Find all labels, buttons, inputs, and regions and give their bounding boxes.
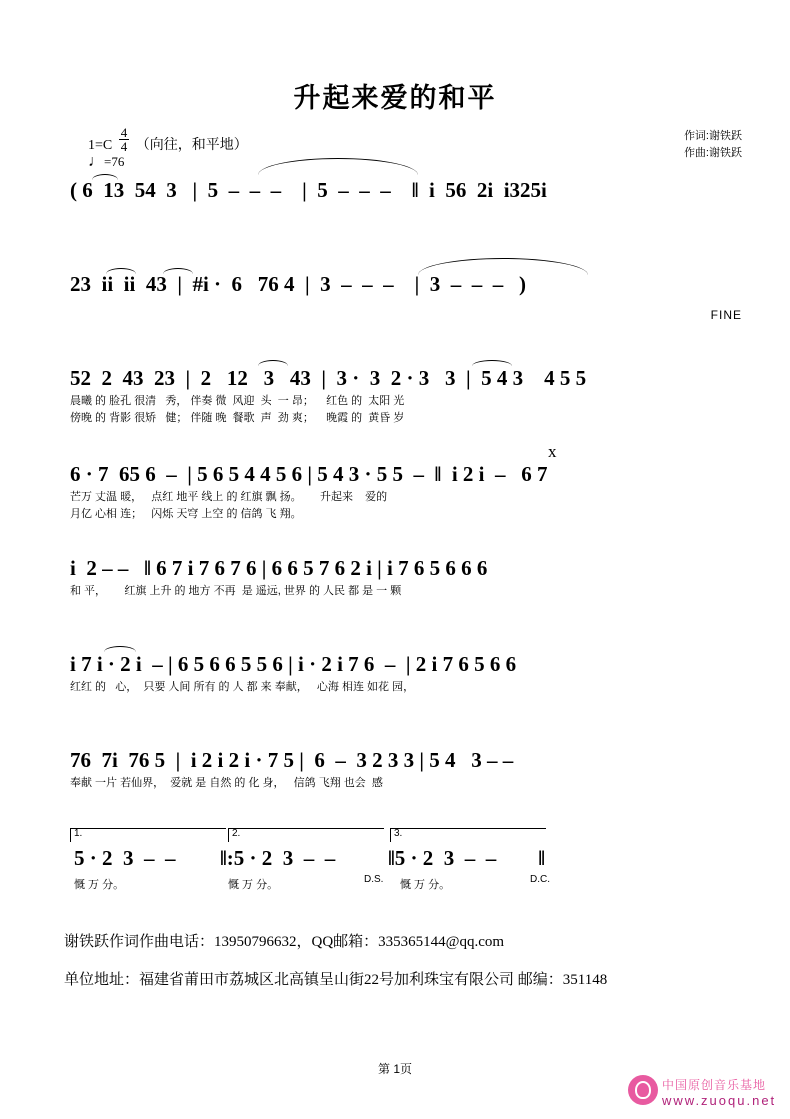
ending-1-number: 1. [74,828,83,839]
ending-3-lyrics: 慨 万 分。 [400,879,451,891]
key-signature: 1=C [88,138,113,153]
ending-2-number: 2. [232,828,241,839]
system-4-notes: 6 · 7 65 6 – | 5 6 5 4 4 5 6 | 5 4 3 · 5 5 – ‖ i 2 i – 6 7 [70,462,548,486]
system-4-lyrics-verse2: 月亿 心相 连； 闪烁 天穹 上空 的 信鸽 飞 翔。 [70,508,302,521]
ending-1-notes: 5 · 2 3 – – [74,846,176,870]
slur-arc [258,360,288,372]
key-and-time-signature [88,126,248,154]
footer-address-line: 单位地址：福建省莆田市荔城区北高镇呈山街22号加利珠宝有限公司 邮编：351148 [64,972,608,988]
footer-contact-line: 谢铁跃作词作曲电话：13950796632，QQ邮箱：335365144@qq.com [64,934,505,950]
composer-credit: 作曲:谢铁跃 [683,146,742,159]
system-3-notes: 52 2 43 23 | 2 12 3 43 | 3 · 3 2 · 3 3 | 5 4 3 4 5 5 [70,366,587,390]
music-system-7 [70,748,730,790]
system-7-lyrics: 奉献 一片 若仙界， 爱就 是 自然 的 化 身， 信鸽 飞翔 也会 感 [70,777,383,790]
segno-icon: x [548,442,557,461]
ending-brackets [70,828,730,891]
time-signature [119,126,130,153]
music-system-6 [70,652,730,694]
mood-direction: （向往，和平地） [135,138,248,153]
slur-arc [472,360,512,372]
page-title: 升起来爱的和平 [293,83,497,113]
tempo-marking [88,153,124,171]
system-5-lyrics: 和 平， 红旗 上升 的 地方 不再 是 遥远, 世界 的 人民 都 是 一 颗 [70,585,402,598]
music-system-4 [70,462,730,521]
ending-3-number: 3. [394,828,403,839]
slur-arc [106,268,136,280]
system-3-lyrics-verse1: 晨曦 的 脸孔 很清 秀， 伴奏 微 风迎 头 一 昂； 红色 的 太阳 光 [70,395,405,408]
system-7-notes: 76 7i 76 5 | i 2 i 2 i · 7 5 | 6 – 3 2 3 3 | 5 4 3 – – [70,748,514,772]
system-6-notes: i 7 i · 2 i – | 6 5 6 6 5 5 6 | i · 2 i 7 6 – | 2 i 7 6 5 6 6 [70,652,517,676]
music-system-1 [70,178,730,202]
system-6-lyrics: 红红 的 心， 只要 人间 所有 的 人 都 来 奉献， 心海 相连 如花 园， [70,681,415,694]
quarter-note-icon: ♩ [88,153,104,170]
credits [684,128,742,161]
dc-marking: D.C. [530,874,550,885]
fine-marking: FINE [710,308,742,322]
time-signature-denominator: 4 [120,139,128,154]
slur-arc [104,646,136,658]
system-5-notes: i 2 – – ‖ 6 7 i 7 6 7 6 | 6 6 5 7 6 2 i | i 7 6 5 6 6 6 [70,556,488,580]
system-1-notes: ( 6 13 54 3 | 5 – – – | 5 – – – ‖ i 56 2i i325i [70,178,547,202]
watermark [628,1071,778,1111]
page-number: 第 1页 [377,1062,412,1076]
music-system-5 [70,556,730,598]
ending-2-notes: ‖:5 · 2 3 – – [220,846,336,870]
ending-3-notes: ‖5 · 2 3 – – ‖ [388,846,546,870]
slur-arc [92,174,118,186]
ending-2-bracket [228,828,384,842]
lyricist-credit: 作词:谢铁跃 [683,130,742,142]
system-4-lyrics-verse1: 芒万 丈温 暖， 点红 地平 线上 的 红旗 飘 扬。 升起来 爱的 [70,491,388,504]
ds-marking: D.S. [364,874,384,885]
ending-1-bracket [70,828,226,842]
system-3-lyrics-verse2: 傍晚 的 背影 很矫 健； 伴随 晚 餐歌 声 劲 爽； 晚霞 的 黄昏 岁 [70,412,405,425]
system-2-notes: 23 ii ii 43 | #i · 6 76 4 | 3 – – – | 3 – – – ) [70,272,527,296]
ending-2-lyrics: 慨 万 分。 [228,879,279,891]
ending-3-bracket [390,828,546,842]
watermark-line1: 中国原创音乐基地 [662,1078,767,1092]
music-system-3 [70,366,730,425]
time-signature-numerator: 4 [120,125,128,140]
slur-arc [418,258,588,275]
tempo-value: =76 [104,154,125,169]
slur-arc [163,268,193,280]
ending-1-lyrics: 慨 万 分。 [74,879,125,891]
watermark-line2: www.zuoqu.net [662,1093,777,1108]
music-note-logo-icon [628,1075,658,1105]
slur-arc [258,158,418,175]
